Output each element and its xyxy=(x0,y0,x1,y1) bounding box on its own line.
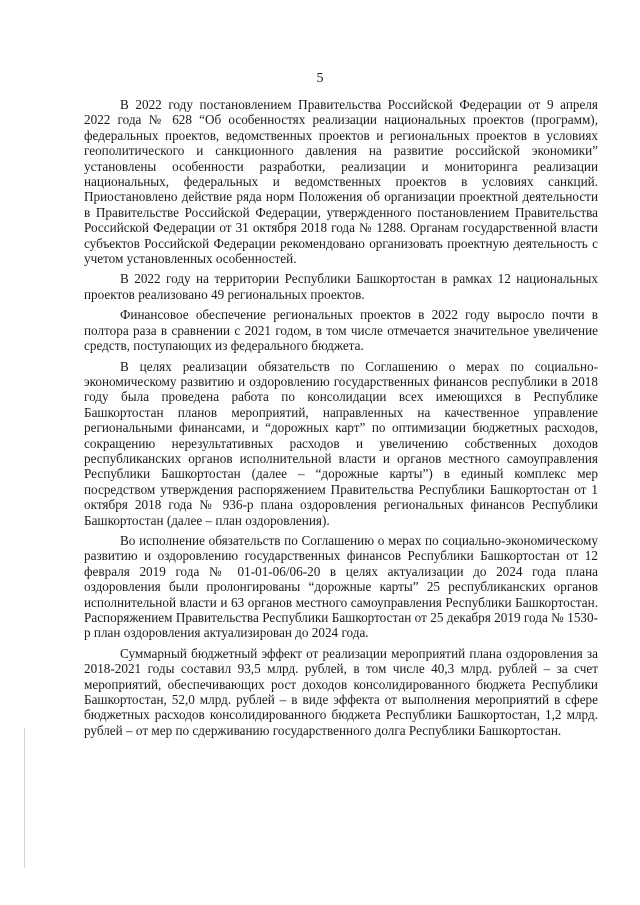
document-body xyxy=(84,97,598,743)
paragraph-project-regulation: В 2022 году постановлением Правительства Российской Федерации от 9 апреля 2022 года № 628 “Об особенностях реализации национальных проектов (программ), федеральных проектов, ведомственных проектов и региональных проектов в условиях геополитического и санкционного давления на развитие российской экономики” установлены особенности разработки, реализации и мониторинга реализации национальных, федеральных и ведомственных проектов в условиях санкций. Приостановлено действие ряда норм Положения об организации проектной деятельности в Правительстве Российской Федерации, утвержденного постановлением Правительства Российской Федерации от 31 октября 2018 года № 1288. Органам государственной власти субъектов Российской Федерации рекомендовано организовать проектную деятельность с учетом установленных особенностей. xyxy=(84,97,598,267)
scan-margin-line xyxy=(24,728,25,868)
page-number: 5 xyxy=(316,71,324,86)
paragraph-budget-effect: Суммарный бюджетный эффект от реализации мероприятий плана оздоровления за 2018-2021 годы составил 93,5 млрд. рублей, в том числе 40,3 млрд. рублей – за счет мероприятий, обеспечивающих рост доходов консолидированного бюджета Республики Башкортостан, 52,0 млрд. рублей – в виде эффекта от выполнения мероприятий в сфере бюджетных расходов консолидированного бюджета Республики Башкортостан, 1,2 млрд. рублей – от мер по сдерживанию государственного долга Республики Башкортостан. xyxy=(84,645,598,738)
paragraph-recovery-plan: В целях реализации обязательств по Соглашению о мерах по социально-экономическому развитию и оздоровлению государственных финансов республики в 2018 году была проведена работа по консолидации всех имеющихся в Республике Башкортостан планов мероприятий, направленных на качественное управление региональными финансами, и “дорожных карт” по оптимизации бюджетных расходов, сокращению нерезультативных расходов и увеличению собственных доходов республиканских органов исполнительной власти и органов местного самоуправления Республики Башкортостан (далее – “дорожные карты”) в единый комплекс мер посредством утверждения распоряжением Правительства Республики Башкортостан от 1 октября 2018 года № 936-р плана оздоровления региональных финансов Республики Башкортостан (далее – план оздоровления). xyxy=(84,358,598,528)
paragraph-roadmaps-extension: Во исполнение обязательств по Соглашению о мерах по социально-экономическому развитию и оздоровлению государственных финансов Республики Башкортостан от 12 февраля 2019 года № 01-01-06/06-20 в целях актуализации до 2024 года плана оздоровления были пролонгированы “дорожные карты” 25 республиканских органов исполнительной власти и 63 органов местного самоуправления Республики Башкортостан. Распоряжением Правительства Республики Башкортостан от 25 декабря 2019 года № 1530-р план оздоровления актуализирован до 2024 года. xyxy=(84,532,598,641)
paragraph-regional-projects-count: В 2022 году на территории Республики Башкортостан в рамках 12 национальных проектов реализовано 49 региональных проектов. xyxy=(84,271,598,302)
paragraph-financing-growth: Финансовое обеспечение региональных проектов в 2022 году выросло почти в полтора раза в сравнении с 2021 годом, в том числе отмечается значительное увеличение средств, поступающих из федерального бюджета. xyxy=(84,307,598,354)
